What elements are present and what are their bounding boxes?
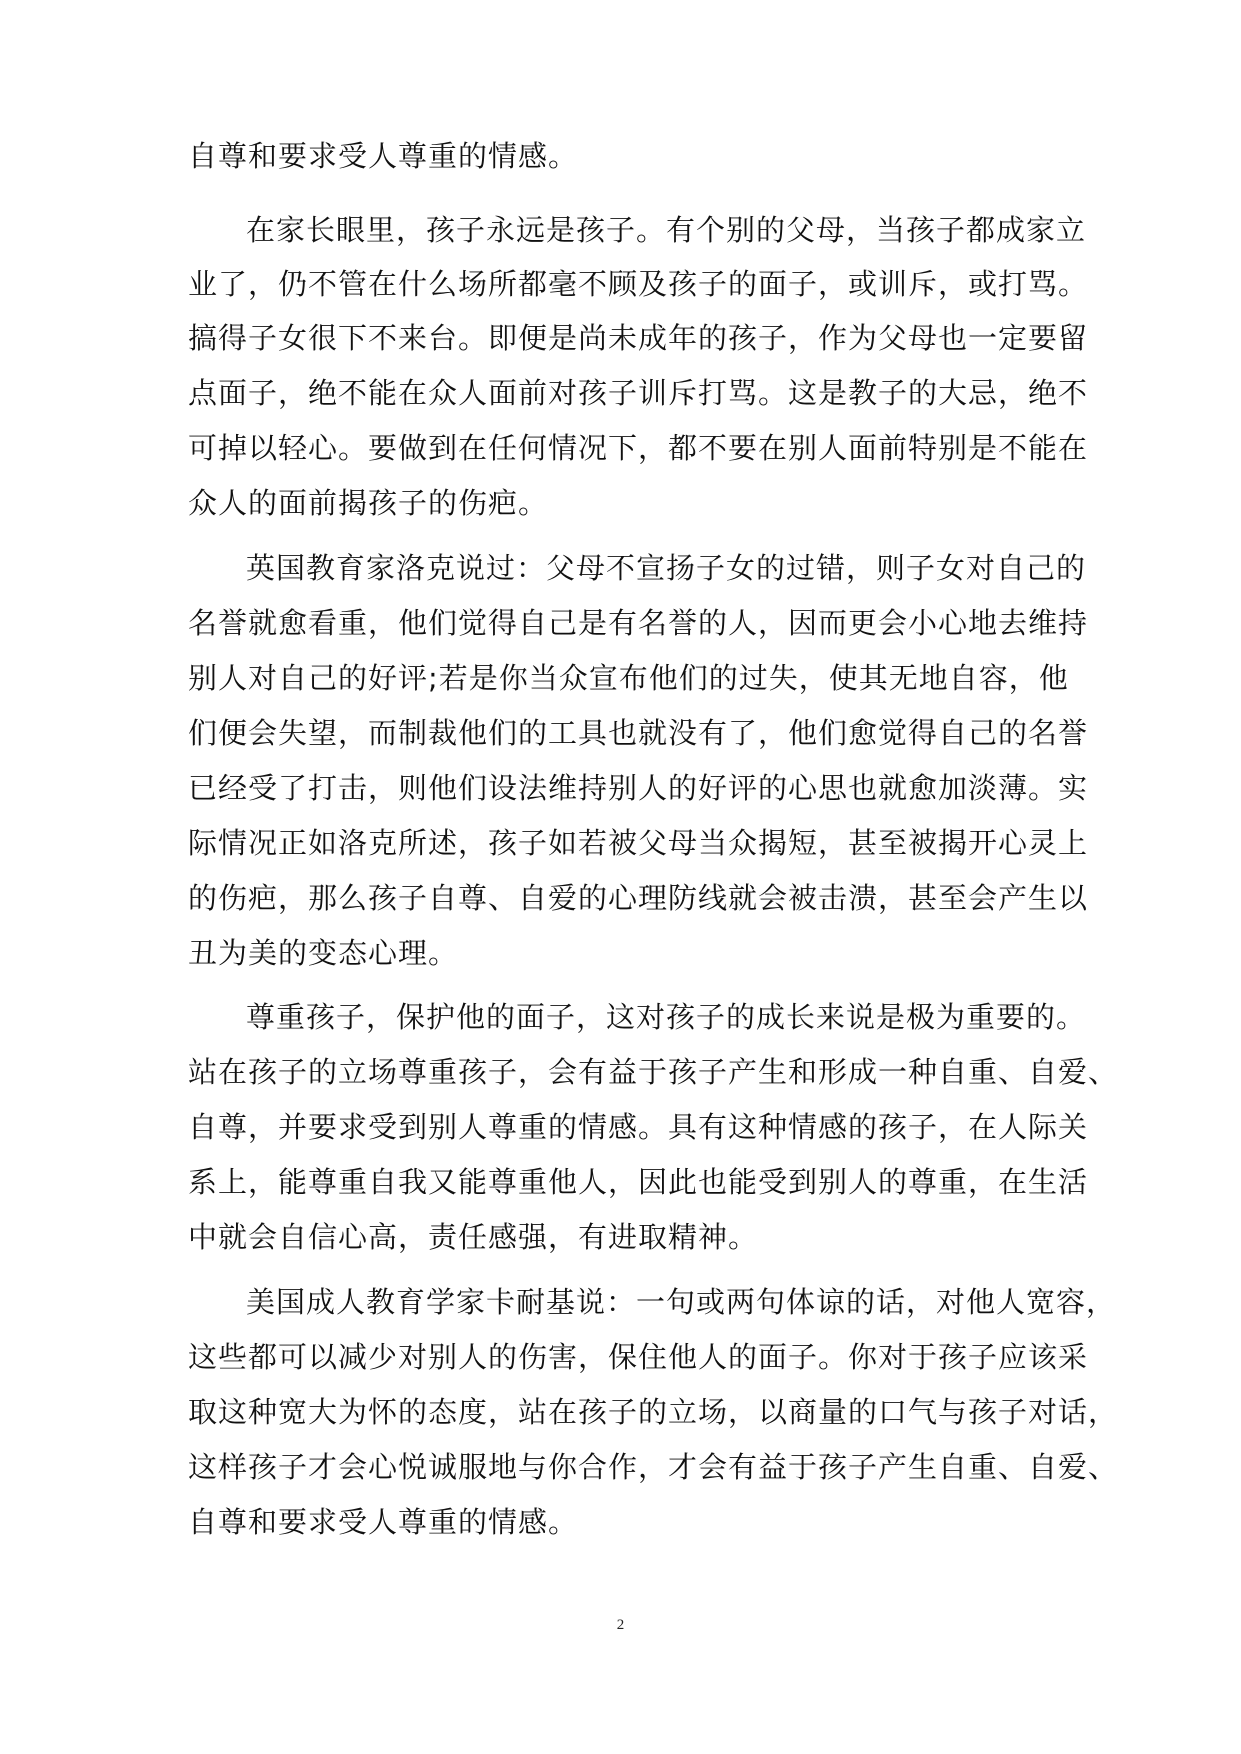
text-line: 英国教育家洛克说过：父母不宣扬子女的过错，则子女对自己的 bbox=[246, 551, 1087, 585]
text-line: 们便会失望，而制裁他们的工具也就没有了，他们愈觉得自己的名誉 bbox=[188, 716, 1089, 750]
text-line: 业了，仍不管在什么场所都毫不顾及孩子的面子，或训斥，或打骂。 bbox=[188, 267, 1089, 301]
text-line: 中就会自信心高，责任感强，有进取精神。 bbox=[188, 1220, 759, 1254]
text-line: 可掉以轻心。要做到在任何情况下，都不要在别人面前特别是不能在 bbox=[188, 431, 1089, 465]
text-line: 站在孩子的立场尊重孩子，会有益于孩子产生和形成一种自重、自爱、 bbox=[188, 1055, 1119, 1089]
text-line: 搞得子女很下不来台。即便是尚未成年的孩子，作为父母也一定要留 bbox=[188, 321, 1089, 355]
text-line: 别人对自己的好评;若是你当众宣布他们的过失，使其无地自容，他 bbox=[188, 661, 1069, 695]
text-line: 自尊和要求受人尊重的情感。 bbox=[188, 1505, 579, 1539]
text-line: 点面子，绝不能在众人面前对孩子训斥打骂。这是教子的大忌，绝不 bbox=[188, 376, 1089, 410]
text-line: 这样孩子才会心悦诚服地与你合作，才会有益于孩子产生自重、自爱、 bbox=[188, 1450, 1119, 1484]
text-line: 这些都可以减少对别人的伤害，保住他人的面子。你对于孩子应该采 bbox=[188, 1340, 1089, 1374]
text-line: 的伤疤，那么孩子自尊、自爱的心理防线就会被击溃，甚至会产生以 bbox=[188, 881, 1089, 915]
text-line: 丑为美的变态心理。 bbox=[188, 936, 459, 970]
text-line: 已经受了打击，则他们设法维持别人的好评的心思也就愈加淡薄。实 bbox=[188, 771, 1089, 805]
page-number: 2 bbox=[616, 1617, 625, 1633]
text-line: 众人的面前揭孩子的伤疤。 bbox=[188, 486, 549, 520]
text-line: 美国成人教育学家卡耐基说：一句或两句体谅的话，对他人宽容， bbox=[246, 1285, 1117, 1319]
text-line: 自尊和要求受人尊重的情感。 bbox=[188, 139, 579, 173]
text-line: 取这种宽大为怀的态度，站在孩子的立场，以商量的口气与孩子对话， bbox=[188, 1395, 1119, 1429]
text-line: 系上，能尊重自我又能尊重他人，因此也能受到别人的尊重，在生活 bbox=[188, 1165, 1089, 1199]
text-line: 名誉就愈看重，他们觉得自己是有名誉的人，因而更会小心地去维持 bbox=[188, 606, 1089, 640]
text-line: 尊重孩子，保护他的面子，这对孩子的成长来说是极为重要的。 bbox=[246, 1000, 1087, 1034]
text-line: 际情况正如洛克所述，孩子如若被父母当众揭短，甚至被揭开心灵上 bbox=[188, 826, 1089, 860]
text-line: 自尊，并要求受到别人尊重的情感。具有这种情感的孩子，在人际关 bbox=[188, 1110, 1089, 1144]
text-line: 在家长眼里，孩子永远是孩子。有个别的父母，当孩子都成家立 bbox=[246, 213, 1087, 247]
